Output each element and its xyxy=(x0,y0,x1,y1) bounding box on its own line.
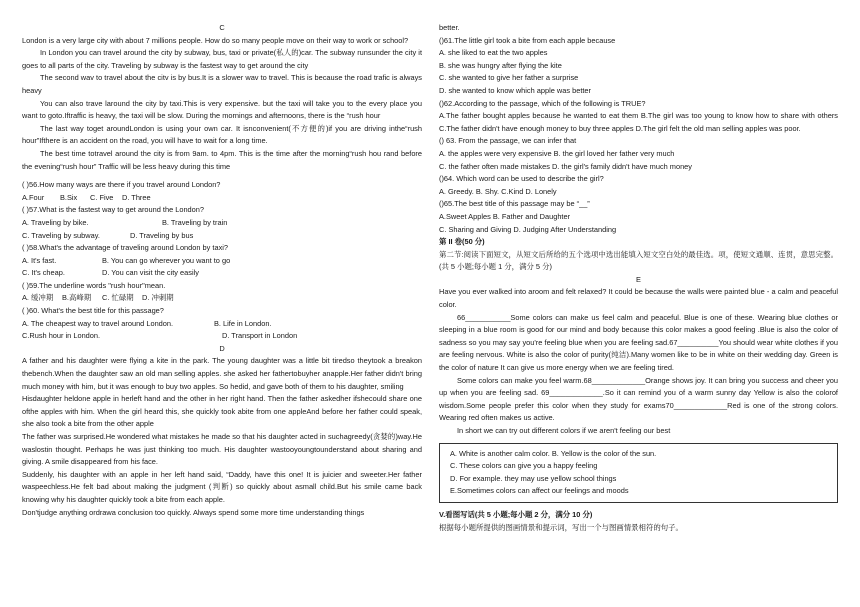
passage-e-paragraph: Have you ever walked into aroom and felt relaxed? It could be because the walls were painted blue - a calm and peaceful color. xyxy=(439,287,838,310)
option: A. Traveling by bike. xyxy=(22,217,89,227)
option: A.Four xyxy=(22,192,45,202)
passage-c-paragraph: London is a very large city with about 7 millions people. How do so many people move on their way to work or school? xyxy=(22,35,409,45)
question-60-options xyxy=(22,330,422,343)
question-60: ( )60. What's the best title for this passage? xyxy=(22,306,164,316)
passage-d-paragraph: Suddenly, his daughter with an apple in her left hand said, “Daddy, have this one! It is juicier and sweeter.Her father waspeechless.He felt bad about making the judgment (判断) so quickly about asmall child.But his smile came back knowing why his daughter quickly took a bite from each apple. xyxy=(22,469,422,504)
option: B. she was hungry after flying the kite xyxy=(439,60,562,70)
option: A. 缓冲期 xyxy=(22,293,54,303)
left-column xyxy=(22,22,422,519)
passage-d-paragraph: Hisdaughter heldone apple in herleft hand and the other in her right hand. Then the father askedher ifshecould share one ofthe apples with him. When the girl heard this, she quickly took abite from one appleAnd before her father could speak, she also took a bite from the other apple xyxy=(22,394,422,429)
part-5-instructions: 根据每小题所提供的图画情景和提示词，写出一个与图画情景相符的句子。 xyxy=(439,522,683,532)
question-58-options xyxy=(22,255,422,268)
section-e-heading: E xyxy=(636,274,641,284)
passage-d-paragraph: A father and his daughter were flying a kite in the park. The young daughter was a little bit tiredso theytook a breakon thebench.When the daughter saw an old man selling apples. she asked her fathertobuyher anapple.Her father didn't bring much money with him, but it was enough to buy two apples. So hedid, and gave both of them to his daughter, smiling xyxy=(22,356,422,391)
option: C.Rush hour in London. xyxy=(22,331,101,341)
passage-d-continuation: better. xyxy=(439,23,460,32)
question-57-options xyxy=(22,230,422,243)
passage-c-paragraph: The last way toget aroundLondon is using your own car. It isnconvenient(不方便的)if you are driving inthe“rush hour”Ifthere is an accident on the road, you will have to wait for a long time. xyxy=(22,123,422,146)
question-59-options xyxy=(22,292,422,305)
option: C. Five xyxy=(90,192,114,202)
section-d-heading: D xyxy=(219,343,225,353)
right-column xyxy=(439,22,838,534)
option: C. These colors can give you a happy feeling xyxy=(450,461,598,471)
question-65: ()65.The best title of this passage may be “__” xyxy=(439,199,590,209)
option: D. she wanted to know which apple was better xyxy=(439,85,592,95)
option: D. 冲刺期 xyxy=(142,293,174,303)
passage-e-paragraph: In short we can try out different colors if we aren't feeling our best xyxy=(457,426,671,435)
question-60-options xyxy=(22,318,422,331)
question-62: ()62.According to the passage, which of the following is TRUE? xyxy=(439,98,646,108)
option: A.Sweet Apples B. Father and Daughter xyxy=(439,211,571,221)
question-64: ()64. Which word can be used to describe the girl? xyxy=(439,174,604,184)
part-2-title: 第 II 卷(50 分) xyxy=(439,237,485,247)
question-63: () 63. From the passage, we can infer that xyxy=(439,136,577,146)
option: C. 忙碌期 xyxy=(102,293,134,303)
passage-c-paragraph: In London you can travel around the city by subway, bus, taxi or private(私人的)car. The subway runsunder the city it goes to all parts of the city. Traveling by subway is the fastest way to get around the city xyxy=(22,48,422,70)
passage-e-paragraph: 66___________Some colors can make us feel calm and peaceful. Blue is one of these. Wearing blue clothes or sleeping in a blue room is good for our mind and body because this color makes a good feeling .Blue is also the color of sadness so you may say you're feeling blue when you are feeling sad.67__________You should wear white clothes if you are feeling nervous. White is also the color of purity(纯洁).Many women like to be in white on their wedding day. Green is the color of nature It can give us more energy when we are feeling tired. xyxy=(439,312,838,373)
question-59: ( )59.The underline words "rush hour"mean. xyxy=(22,280,166,290)
option: A. The cheapest way to travel around London. xyxy=(22,318,174,328)
option: A. It's fast. xyxy=(22,255,57,265)
option: D. You can visit the city easily xyxy=(102,268,199,278)
option: C. Sharing and Giving D. Judging After Understanding xyxy=(439,224,617,234)
passage-c-paragraph: You can also trave laround the city by taxi.This is very expensive. but the taxi will take you to the every place you want to goto.Iftraffic is heavy, the taxi will be slow. During the mornings and afternoons, there is the “rush hour xyxy=(22,98,422,121)
option: B. You can go wherever you want to go xyxy=(102,255,231,265)
question-57-options xyxy=(22,217,422,230)
option: D. Transport in London xyxy=(222,331,298,341)
question-62-options: A.The father bought apples because he wanted to eat them B.The girl was too young to know how to share with others C.The father didn't have enough money to buy three apples D.The girl felt the old man selling apples was poor. xyxy=(439,111,838,133)
option: A. she liked to eat the two apples xyxy=(439,48,548,58)
option: B. Traveling by train xyxy=(162,217,228,227)
option: C. Traveling by subway. xyxy=(22,230,100,240)
option: C. It's cheap. xyxy=(22,268,65,278)
question-58-options xyxy=(22,267,422,280)
option: D. Traveling by bus xyxy=(130,230,194,240)
question-56: ( )56.How many ways are there if you travel around London? xyxy=(22,180,221,190)
passage-c-paragraph: The best time totravel around the city is from 9am. to 4pm. This is the time after the morning“rush hou rand before the evening“rush hour” Traffic will be less heavy during this time xyxy=(22,148,422,171)
option: E.Sometimes colors can affect our feelings and moods xyxy=(450,486,629,496)
option: C. she wanted to give her father a surprise xyxy=(439,73,579,83)
option: D. For example. they may use yellow school things xyxy=(450,473,617,483)
options-box xyxy=(439,443,838,503)
option: A. White is another calm color. B. Yellow is the color of the sun. xyxy=(450,448,657,458)
question-61: ()61.The little girl took a bite from each apple because xyxy=(439,35,616,45)
passage-d-paragraph: Don'tjudge anything ordrawa conclusion too quickly. Always spend some more time understanding things xyxy=(22,507,365,517)
option: C. the father often made mistakes D. the girl's family didn't have much money xyxy=(439,161,692,171)
section-c-heading: C xyxy=(219,23,225,32)
part-2-instructions: 第二节:阅读下面短文，从短文后所给的五个选项中选出能填入短文空白处的最佳选。项，使短文通顺、连贯，意思完整。(共 5 小题;每小题 1 分，满分 5 分) xyxy=(439,249,838,272)
option: B. Life in London. xyxy=(214,318,272,328)
passage-d-paragraph: The father was surprised.He wondered what mistakes he made so that his daughter acted in suchagreedy(贪婪的)way.He waslostin thought. Perhaps he was just thinking too much. His daughter wastooyoungtounderstand about sharing and giving. A smile disappeared from his face. xyxy=(22,432,422,467)
question-57: ( )57.What is the fastest way to get around the London? xyxy=(22,205,205,215)
passage-e-paragraph: Some colors can make you feel warm.68_____________Orange shows joy. It can bring you success and cheer you up when you are feeling sad. 69_____________.So it can remind you of a warm sunny day Yellow is also the colorof wisdom.Some people prefer this color when they study for exams70_____________Red is one of the strong colors. Wearing red often makes us active. xyxy=(439,375,838,423)
option: D. Three xyxy=(122,192,151,202)
part-5-title: V.看图写话(共 5 小题;每小题 2 分，满分 10 分) xyxy=(439,509,593,519)
option: B.高峰期 xyxy=(62,293,92,303)
question-64-options: A. Greedy. B. Shy. C.Kind D. Lonely xyxy=(439,186,557,196)
passage-c-paragraph: The second wav to travel about the citv is by bus.It is a slower wav to travel. This is because the road trafic is always heavy xyxy=(22,73,422,95)
question-56-options xyxy=(22,192,422,205)
question-58: ( )58.What's the advantage of traveling around London by taxi? xyxy=(22,243,229,253)
option: B.Six xyxy=(60,192,78,202)
option: A. the apples were very expensive B. the girl loved her father very much xyxy=(439,148,675,158)
